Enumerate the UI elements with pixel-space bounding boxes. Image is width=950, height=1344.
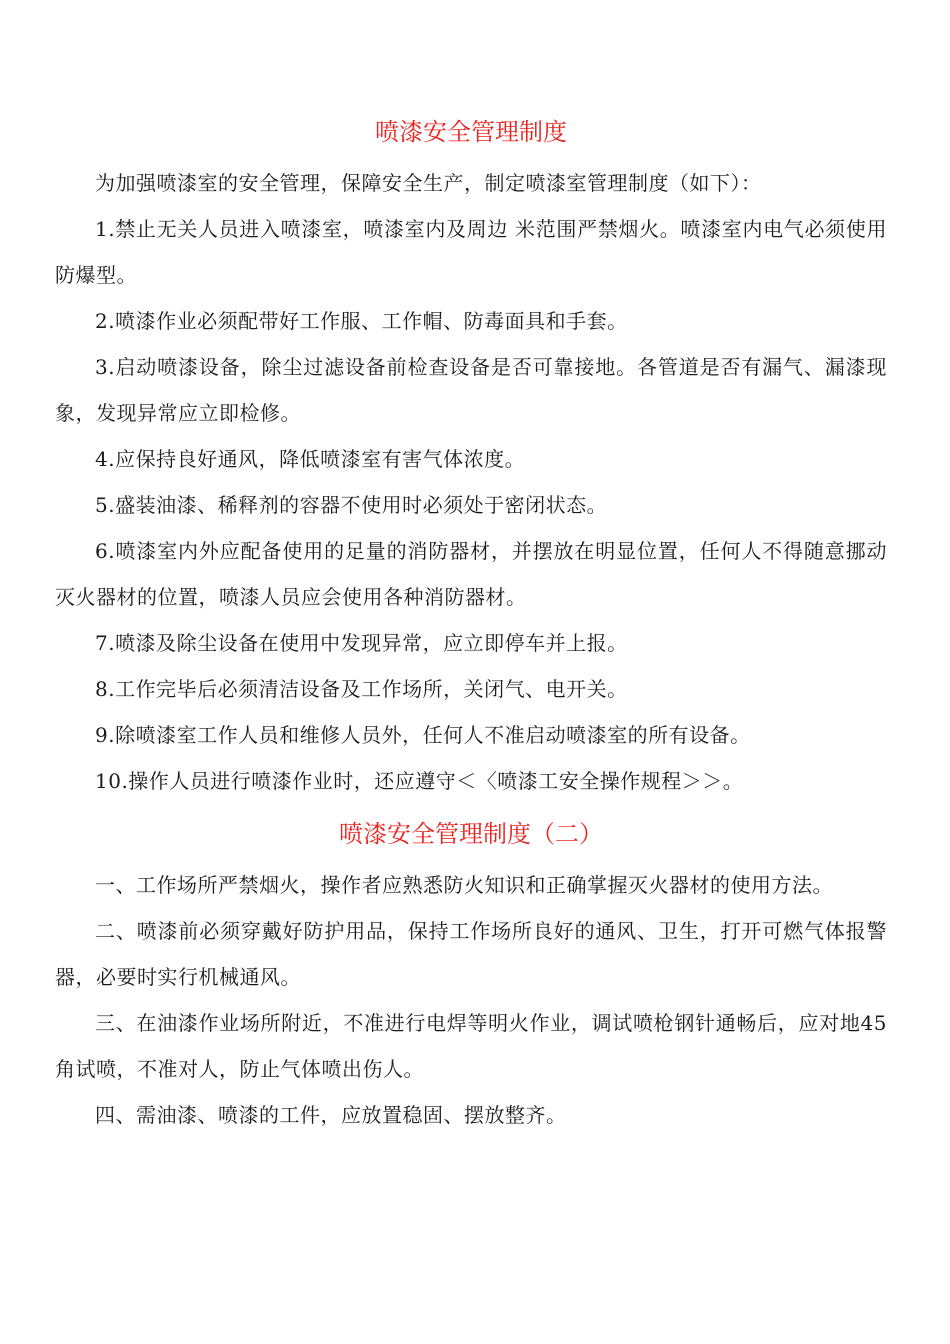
section1-item-1: 1.禁止无关人员进入喷漆室，喷漆室内及周边 米范围严禁烟火。喷漆室内电气必须使用防爆型。 [55, 217, 887, 287]
section2-item-2: 二、喷漆前必须穿戴好防护用品，保持工作场所良好的通风、卫生，打开可燃气体报警器，必要时实行机械通风。 [55, 919, 887, 989]
section1-item-10: 10.操作人员进行喷漆作业时，还应遵守＜〈喷漆工安全操作规程＞＞。 [95, 769, 744, 793]
section1-item-5: 5.盛装油漆、稀释剂的容器不使用时必须处于密闭状态。 [95, 493, 608, 517]
section2-item-3: 三、在油漆作业场所附近，不准进行电焊等明火作业，调试喷枪钢针通畅后，应对地45角试喷，不准对人，防止气体喷出伤人。 [55, 1011, 887, 1081]
section1-title: 喷漆安全管理制度 [375, 118, 567, 146]
section1-item-7: 7.喷漆及除尘设备在使用中发现异常，应立即停车并上报。 [95, 631, 628, 655]
section1-item-2: 2.喷漆作业必须配带好工作服、工作帽、防毒面具和手套。 [95, 309, 628, 333]
section2-item-4: 四、需油漆、喷漆的工件，应放置稳固、摆放整齐。 [95, 1103, 567, 1127]
section1-intro: 为加强喷漆室的安全管理，保障安全生产，制定喷漆室管理制度（如下）： [95, 171, 762, 195]
section1-item-3: 3.启动喷漆设备，除尘过滤设备前检查设备是否可靠接地。各管道是否有漏气、漏漆现象，发现异常应立即检修。 [55, 355, 887, 425]
section1-item-6: 6.喷漆室内外应配备使用的足量的消防器材，并摆放在明显位置，任何人不得随意挪动灭火器材的位置，喷漆人员应会使用各种消防器材。 [55, 539, 887, 609]
section2-item-1: 一、工作场所严禁烟火，操作者应熟悉防火知识和正确掌握灭火器材的使用方法。 [95, 873, 833, 897]
section1-item-4: 4.应保持良好通风，降低喷漆室有害气体浓度。 [95, 447, 526, 471]
document-page [55, 112, 887, 1138]
section1-item-9: 9.除喷漆室工作人员和维修人员外，任何人不准启动喷漆室的所有设备。 [95, 723, 751, 747]
section2-title: 喷漆安全管理制度（二） [339, 820, 603, 848]
section1-item-8: 8.工作完毕后必须清洁设备及工作场所，关闭气、电开关。 [95, 677, 628, 701]
